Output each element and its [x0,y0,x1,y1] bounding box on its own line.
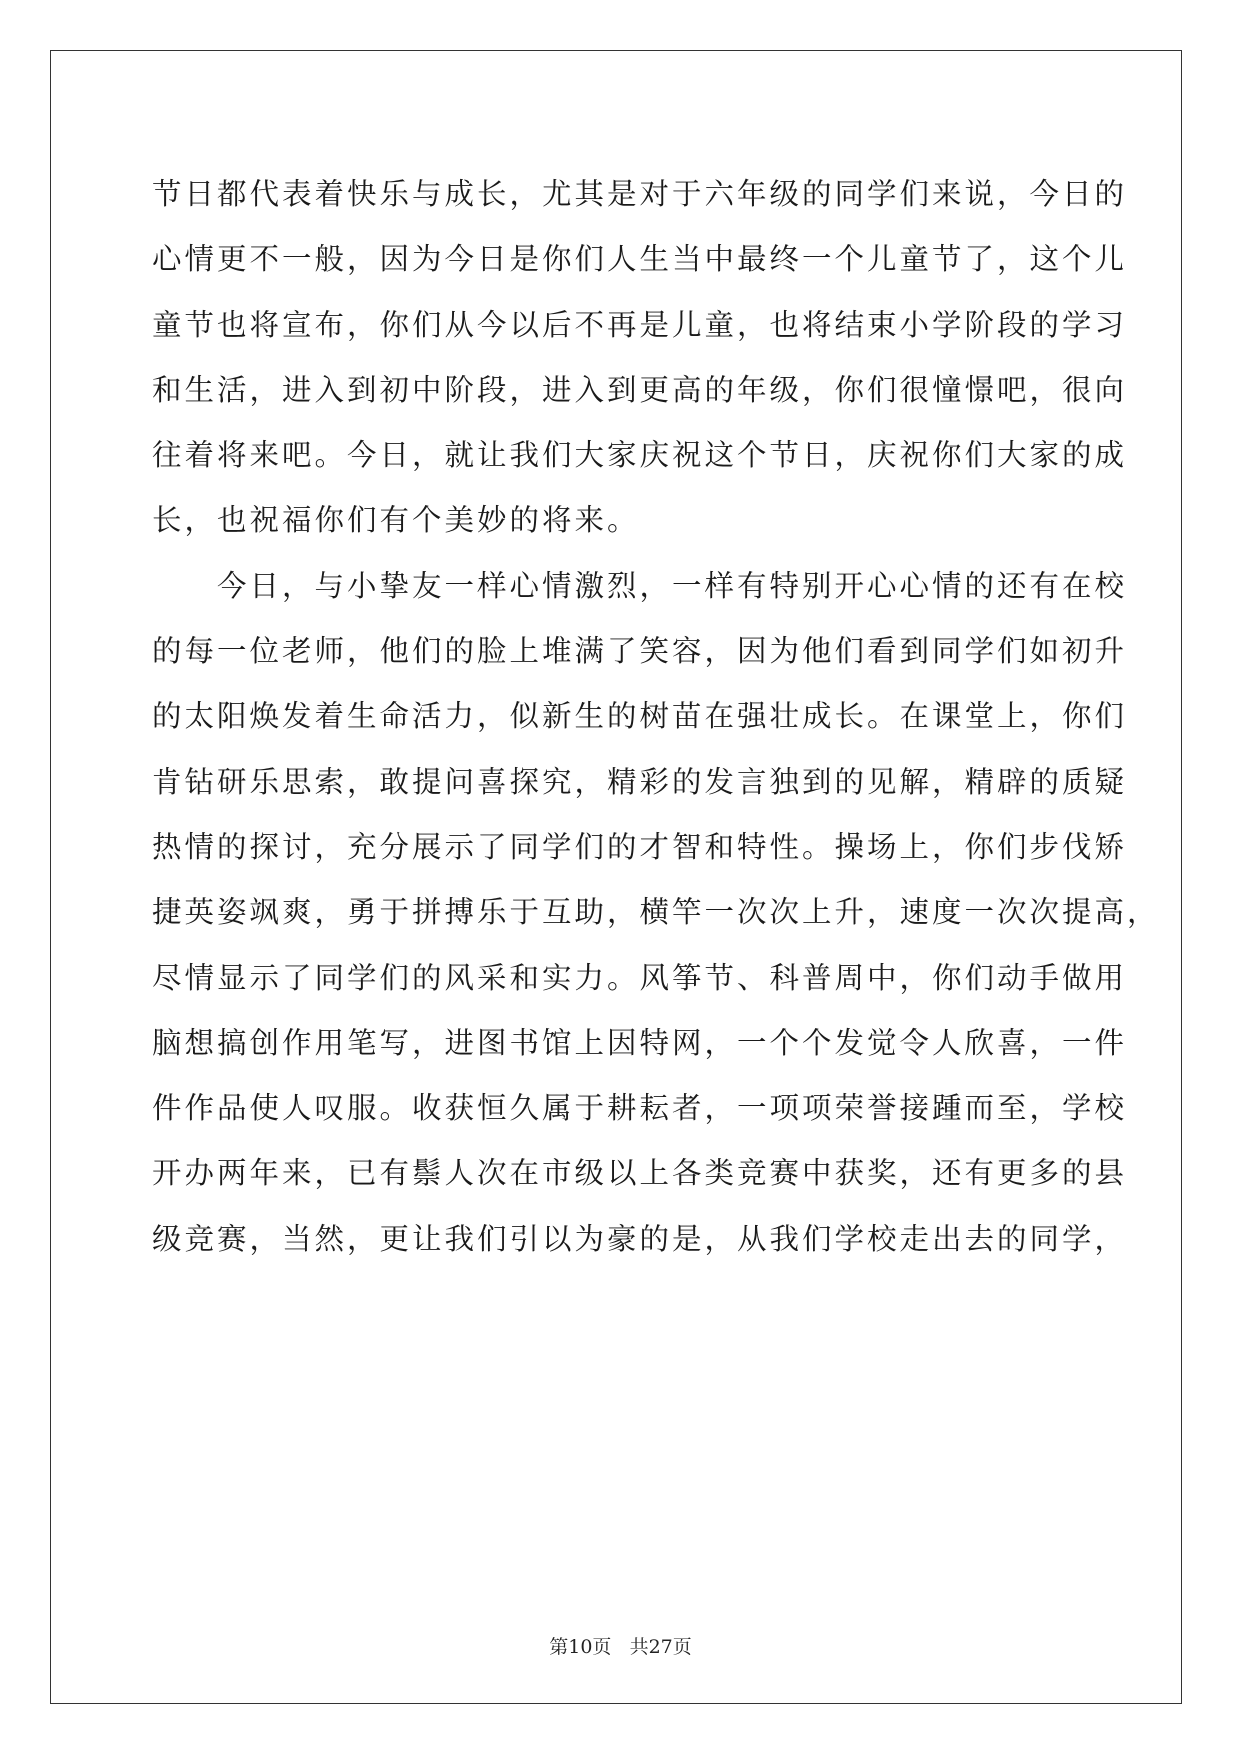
text-line: 热情的探讨，充分展示了同学们的才智和特性。操场上，你们步伐矫 [152,829,1128,864]
text-line: 童节也将宣布，你们从今以后不再是儿童，也将结束小学阶段的学习 [152,307,1128,342]
text-line: 尽情显示了同学们的风采和实力。风筝节、科普周中，你们动手做用 [152,960,1128,995]
document-body [152,162,1160,1272]
text-line: 今日，与小挚友一样心情激烈，一样有特别开心心情的还有在校 [152,568,1128,603]
text-line: 往着将来吧。今日，就让我们大家庆祝这个节日，庆祝你们大家的成 [152,438,1128,473]
text-line: 脑想搞创作用笔写，进图书馆上因特网，一个个发觉令人欣喜，一件 [152,1025,1128,1060]
text-line: 心情更不一般，因为今日是你们人生当中最终一个儿童节了，这个儿 [152,242,1128,277]
text-line: 开办两年来，已有鬃人次在市级以上各类竞赛中获奖，还有更多的县 [152,1156,1128,1191]
text-line: 捷英姿飒爽，勇于拼搏乐于互助，横竿一次次上升，速度一次次提高， [152,895,1160,930]
text-line: 的太阳焕发着生命活力，似新生的树苗在强壮成长。在课堂上，你们 [152,699,1128,734]
text-line: 肯钻研乐思索，敢提问喜探究，精彩的发言独到的见解，精辟的质疑 [152,764,1128,799]
text-line: 级竞赛，当然，更让我们引以为豪的是，从我们学校走出去的同学， [152,1221,1128,1256]
text-line: 件作品使人叹服。收获恒久属于耕耘者，一项项荣誉接踵而至，学校 [152,1091,1128,1126]
page-number: 第10页 [549,1636,612,1658]
page-total: 共27页 [629,1636,692,1658]
text-line: 长，也祝福你们有个美妙的将来。 [152,503,640,538]
text-line: 和生活，进入到初中阶段，进入到更高的年级，你们很憧憬吧，很向 [152,372,1128,407]
page-footer [0,1632,1241,1659]
text-line: 节日都代表着快乐与成长，尤其是对于六年级的同学们来说，今日的 [152,177,1128,211]
text-line: 的每一位老师，他们的脸上堆满了笑容，因为他们看到同学们如初升 [152,634,1128,669]
